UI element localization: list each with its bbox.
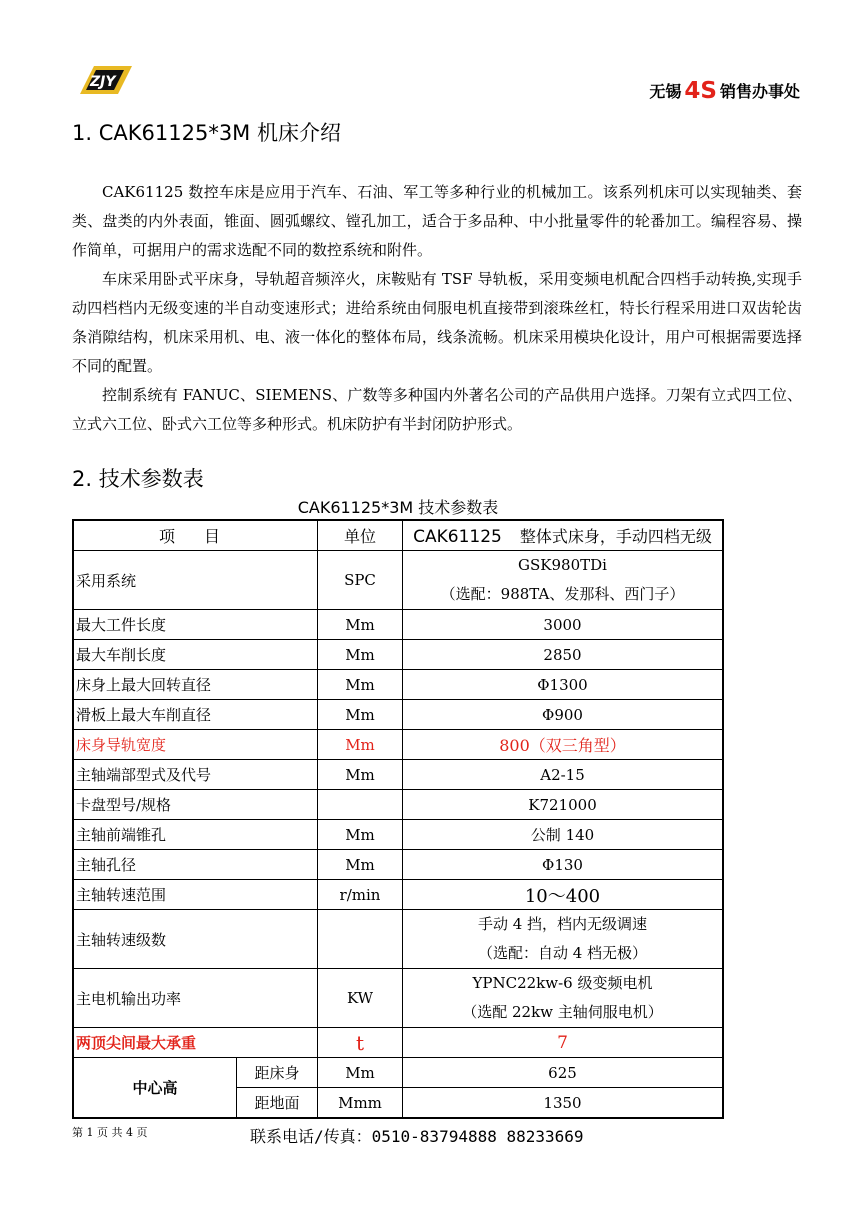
row-name: 主轴孔径 bbox=[73, 850, 318, 880]
header-unit: 单位 bbox=[318, 520, 403, 551]
row-unit: Mm bbox=[318, 760, 403, 790]
row-unit: Mmm bbox=[318, 1088, 403, 1119]
row-name: 床身上最大回转直径 bbox=[73, 670, 318, 700]
table-row bbox=[73, 670, 723, 700]
row-unit: Mm bbox=[318, 700, 403, 730]
row-name: 床身导轨宽度 bbox=[73, 730, 318, 760]
row-unit: SPC bbox=[318, 551, 403, 610]
row-unit: Mm bbox=[318, 730, 403, 760]
page-info: 第 1 页 共 4 页 bbox=[72, 1126, 148, 1139]
company-logo bbox=[78, 64, 134, 96]
office-4s: 4S bbox=[684, 78, 717, 104]
row-value: 2850 bbox=[403, 640, 724, 670]
row-value: 10～400 bbox=[403, 880, 724, 910]
row-value bbox=[403, 969, 724, 1028]
row-unit: Mm bbox=[318, 820, 403, 850]
row-name: 主轴前端锥孔 bbox=[73, 820, 318, 850]
row-name: 两顶尖间最大承重 bbox=[73, 1028, 318, 1058]
header-desc: 整体式床身，手动四档无级 bbox=[519, 527, 712, 546]
row-name: 最大工件长度 bbox=[73, 610, 318, 640]
row-unit: Mm bbox=[318, 610, 403, 640]
row-name: 滑板上最大车削直径 bbox=[73, 700, 318, 730]
row-unit: KW bbox=[318, 969, 403, 1028]
office-suffix: 销售办事处 bbox=[719, 82, 800, 101]
spec-table bbox=[72, 519, 724, 1119]
table-row bbox=[73, 700, 723, 730]
row-value: 800（双三角型） bbox=[403, 730, 724, 760]
row-value-line-1: GSK980TDi bbox=[518, 556, 607, 574]
row-unit: Mm bbox=[318, 640, 403, 670]
row-value-line-2: （选配：自动 4 档无极） bbox=[477, 944, 648, 962]
table-row-highlight bbox=[73, 1028, 723, 1058]
table-row bbox=[73, 551, 723, 610]
table-caption: CAK61125*3M 技术参数表 bbox=[297, 498, 499, 517]
row-value: K721000 bbox=[403, 790, 724, 820]
row-name: 主轴端部型式及代号 bbox=[73, 760, 318, 790]
section-1-title: 1. CAK61125*3M 机床介绍 bbox=[72, 121, 341, 145]
row-value-line-1: 手动 4 挡，档内无级调速 bbox=[477, 915, 648, 933]
table-row bbox=[73, 880, 723, 910]
table-row bbox=[73, 790, 723, 820]
row-value: 625 bbox=[403, 1058, 724, 1088]
table-row bbox=[73, 1058, 723, 1088]
row-value-line-2: （选配 22kw 主轴伺服电机） bbox=[462, 1003, 663, 1021]
row-value bbox=[403, 910, 724, 969]
table-row bbox=[73, 610, 723, 640]
table-row bbox=[73, 969, 723, 1028]
table-row bbox=[73, 640, 723, 670]
row-value: Φ1300 bbox=[403, 670, 724, 700]
table-row bbox=[73, 850, 723, 880]
header-model-cell bbox=[403, 520, 724, 551]
intro-paragraph-2: 车床采用卧式平床身，导轨超音频淬火，床鞍贴有 TSF 导轨板，采用变频电机配合四档手动转换,实现手动四档档内无级变速的半自动变速形式；进给系统由伺服电机直接带到滚珠丝杠，特长行程采用进口双齿轮齿条消隙结构，机床采用机、电、液一体化的整体布局，线条流畅。机床采用模块化设计，用户可根据需要选择不同的配置。 bbox=[72, 270, 802, 375]
row-name: 卡盘型号/规格 bbox=[73, 790, 318, 820]
row-name: 采用系统 bbox=[73, 551, 318, 610]
office-prefix: 无锡 bbox=[649, 82, 682, 101]
header-item: 项 目 bbox=[73, 520, 318, 551]
row-name: 主电机输出功率 bbox=[73, 969, 318, 1028]
row-value: 7 bbox=[403, 1028, 724, 1058]
row-value-line-1: YPNC22kw-6 级变频电机 bbox=[472, 974, 653, 992]
intro-paragraph-1: CAK61125 数控车床是应用于汽车、石油、军工等多种行业的机械加工。该系列机床可以实现轴类、套类、盘类的内外表面，锥面、圆弧螺纹、镗孔加工，适合于多品种、中小批量零件的轮番加工。编程容易、操作简单，可据用户的需求选配不同的数控系统和附件。 bbox=[72, 183, 802, 259]
row-unit: Mm bbox=[318, 850, 403, 880]
table-row bbox=[73, 820, 723, 850]
section-2-title: 2. 技术参数表 bbox=[72, 467, 204, 491]
row-name: 最大车削长度 bbox=[73, 640, 318, 670]
row-unit: Mm bbox=[318, 1058, 403, 1088]
table-row bbox=[73, 760, 723, 790]
row-name: 主轴转速级数 bbox=[73, 910, 318, 969]
row-value: 3000 bbox=[403, 610, 724, 640]
row-name: 距床身 bbox=[237, 1058, 318, 1088]
row-value: A2-15 bbox=[403, 760, 724, 790]
row-name: 距地面 bbox=[237, 1088, 318, 1119]
row-unit: r/min bbox=[318, 880, 403, 910]
table-header-row bbox=[73, 520, 723, 551]
table-row-highlight bbox=[73, 730, 723, 760]
logo-text: ZJY bbox=[90, 74, 116, 90]
row-value: Φ900 bbox=[403, 700, 724, 730]
row-unit: Mm bbox=[318, 670, 403, 700]
row-unit bbox=[318, 790, 403, 820]
office-name bbox=[649, 78, 800, 104]
header-model: CAK61125 bbox=[413, 527, 502, 547]
row-value: 公制 140 bbox=[403, 820, 724, 850]
intro-paragraph-3: 控制系统有 FANUC、SIEMENS、广数等多种国内外著名公司的产品供用户选择。刀架有立式四工位、立式六工位、卧式六工位等多种形式。机床防护有半封闭防护形式。 bbox=[72, 386, 802, 433]
row-name: 主轴转速范围 bbox=[73, 880, 318, 910]
row-unit bbox=[318, 910, 403, 969]
row-value: Φ130 bbox=[403, 850, 724, 880]
contact-info: 联系电话/传真：0510-83794888 88233669 bbox=[250, 1127, 584, 1146]
row-unit: t bbox=[318, 1028, 403, 1058]
row-value-line-2: （选配：988TA、发那科、西门子） bbox=[440, 585, 685, 603]
center-height-label: 中心高 bbox=[73, 1058, 237, 1119]
row-value: 1350 bbox=[403, 1088, 724, 1119]
row-value bbox=[403, 551, 724, 610]
table-row bbox=[73, 910, 723, 969]
intro-text bbox=[72, 178, 802, 439]
